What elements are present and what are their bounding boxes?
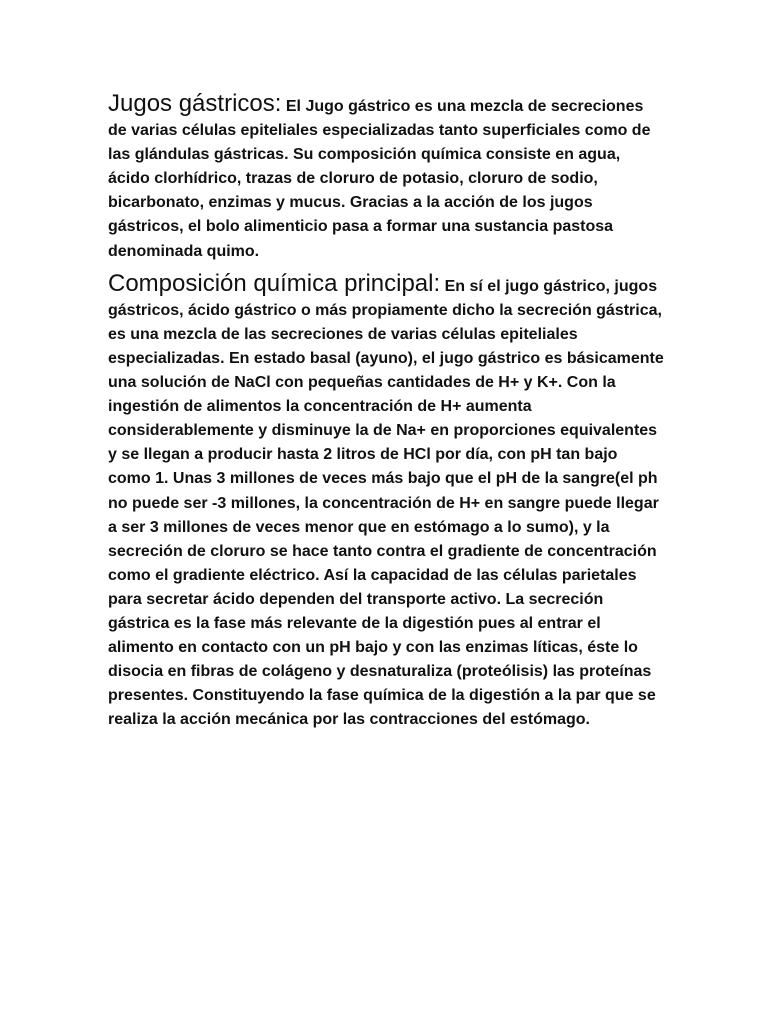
section-heading: Composición química principal: bbox=[108, 269, 441, 297]
section-heading: Jugos gástricos: bbox=[108, 90, 282, 117]
section-body: En sí el jugo gástrico, jugos gástricos, ácido gástrico o más propiamente dicho la secreción gástrica, es una mezcla de las secreciones de varias células epiteliales especializadas. En estado basal (ayuno), el jugo gástrico es básicamente una solución de NaCl con pequeñas cantidades de H+ y K+. Con la ingestión de alimentos la concentración de H+ aumenta considerablemente y disminuye la de Na+ en proporciones equivalentes y se llegan a producir hasta 2 litros de HCl por día, con pH tan bajo como 1. Unas 3 millones de veces más bajo que el pH de la sangre(el ph no puede ser -3 millones, la concentración de H+ en sangre puede llegar a ser 3 millones de veces menor que en estómago a lo sumo), y la secreción de cloruro se hace tanto contra el gradiente de concentración como el gradiente eléctrico. Así la capacidad de las células parietales para secretar ácido dependen del transporte activo. La secreción gástrica es la fase más relevante de la digestión pues al entrar el alimento en contacto con un pH bajo y con las enzimas líticas, éste lo disocia en fibras de colágeno y desnaturaliza (proteólisis) las proteínas presentes. Constituyendo la fase química de la digestión a la par que se realiza la acción mecánica por las contracciones del estómago. bbox=[108, 277, 664, 729]
document-content bbox=[108, 92, 664, 732]
section-composicion-quimica bbox=[108, 269, 664, 733]
section-jugos-gastricos bbox=[108, 92, 664, 264]
section-body: El Jugo gástrico es una mezcla de secreciones de varias células epiteliales especializadas tanto superficiales como de las glándulas gástricas. Su composición química consiste en agua, ácido clorhídrico, trazas de cloruro de potasio, cloruro de sodio, bicarbonato, enzimas y mucus. Gracias a la acción de los jugos gástricos, el bolo alimenticio pasa a formar una sustancia pastosa denominada quimo. bbox=[108, 98, 651, 260]
